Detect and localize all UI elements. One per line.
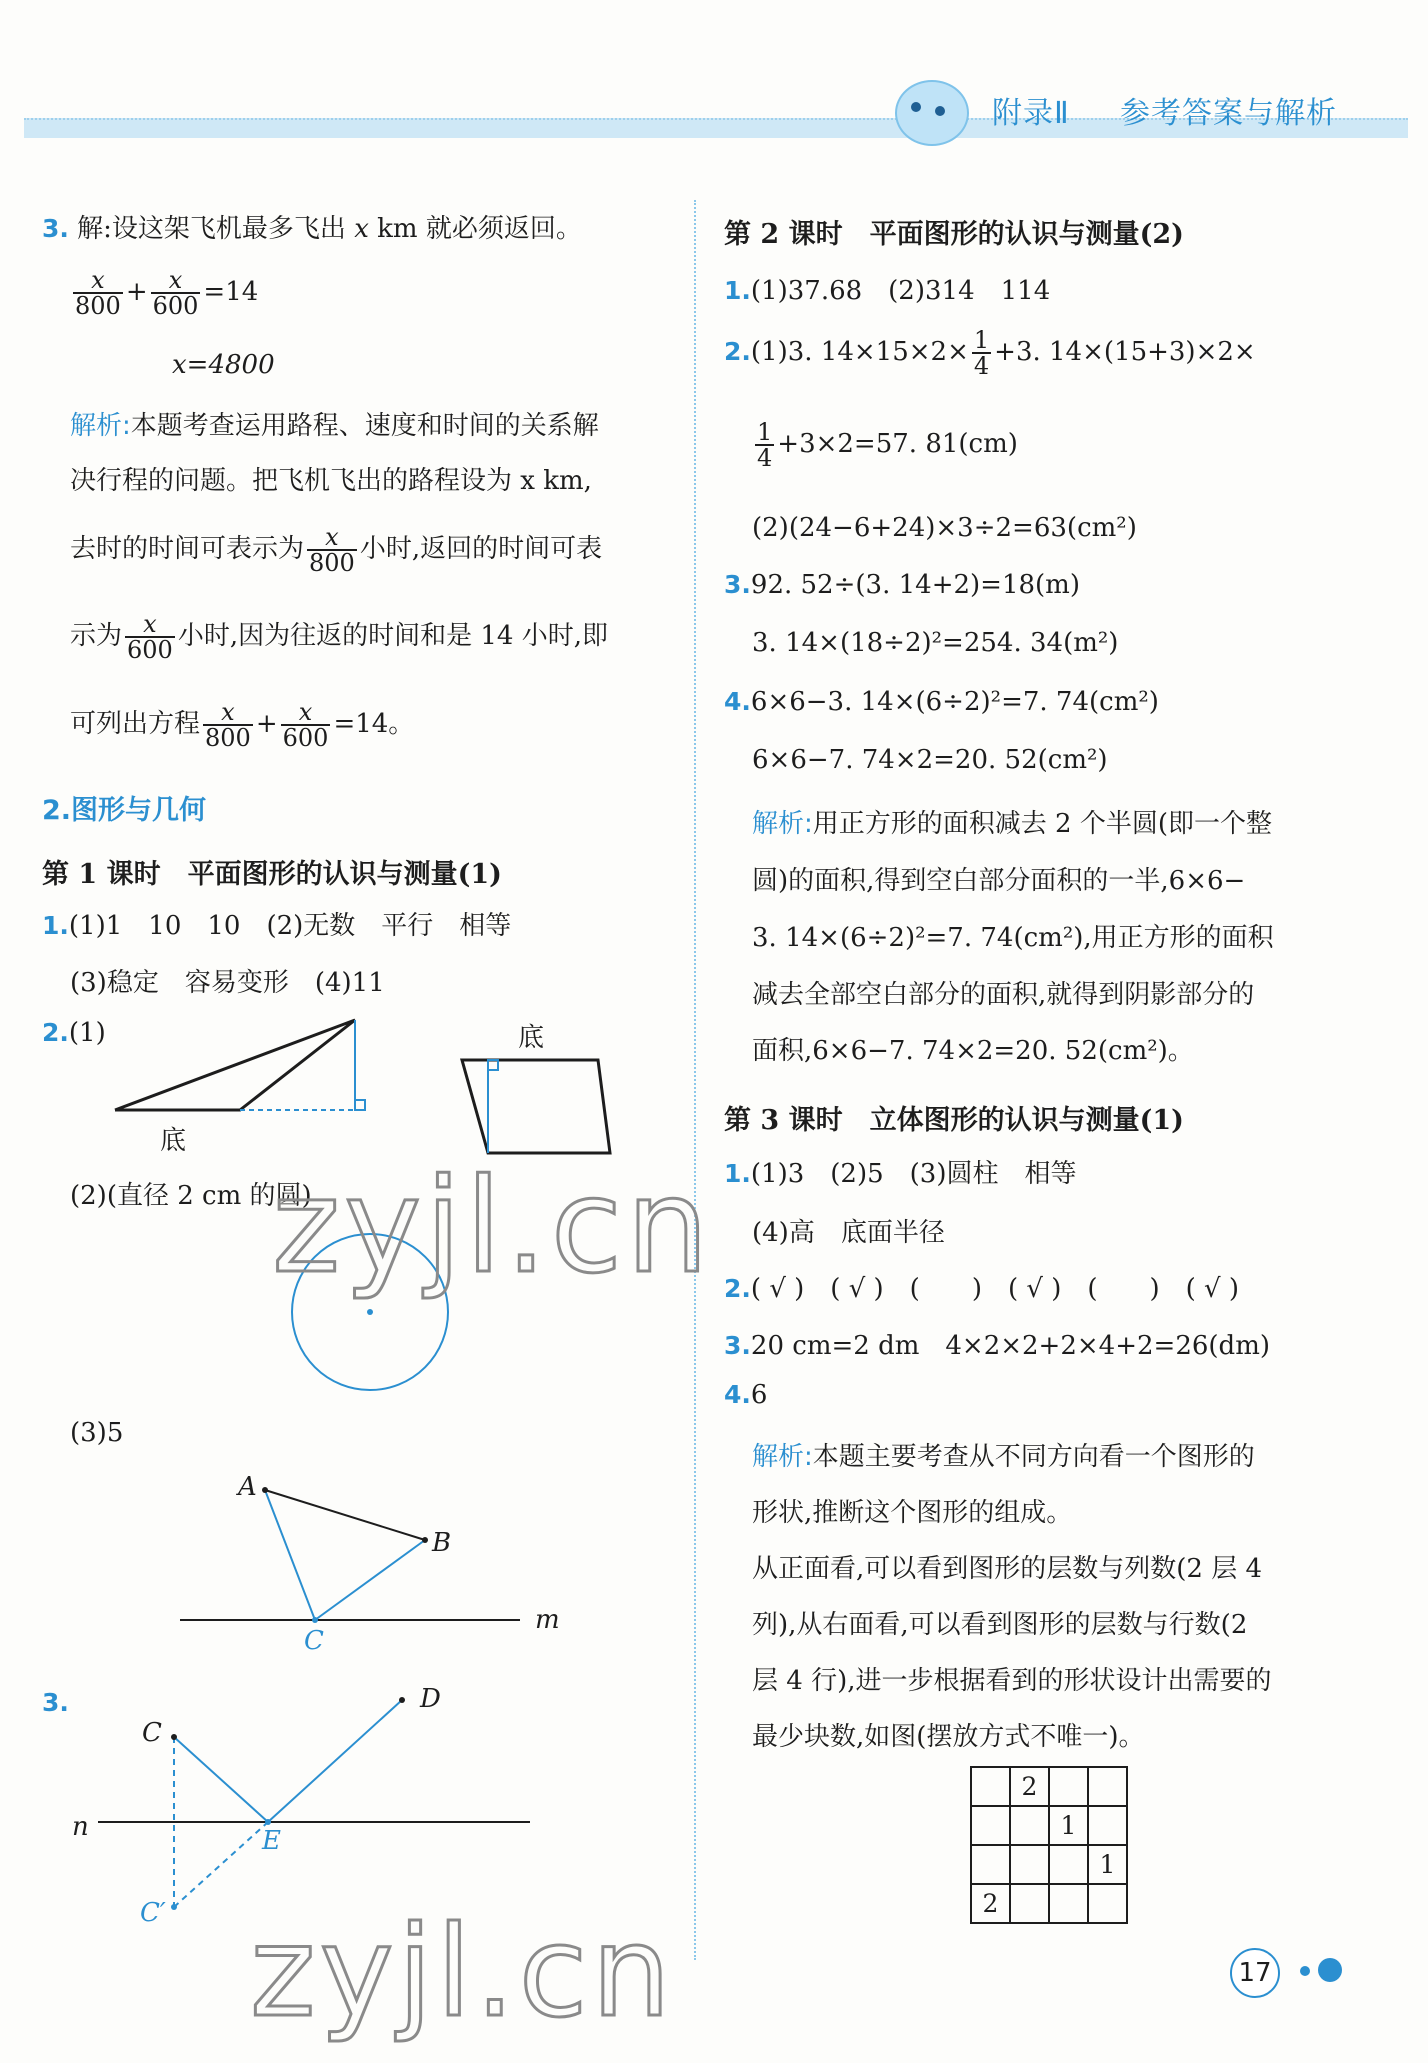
r3-q3-line [724,1325,1270,1362]
triangle-shape [115,1020,355,1110]
r3-q4-analysis-3: 从正面看,可以看到图形的层数与列数(2 层 4 [752,1554,1263,1584]
r-q4-analysis-5: 面积,6×6−7. 74×2=20. 52(cm²)。 [752,1036,1194,1066]
answer-text: (1)1 10 10 (2)无数 平行 相等 [68,911,512,941]
plus-sign: + [255,709,278,739]
answer-text: 6×6−3. 14×(6÷2)²=7. 74(cm²) [750,687,1159,717]
distance-figure [170,1470,570,1650]
answer-text: +3×2=57. 81(cm) [777,429,1018,459]
q3-equation-2: x=4800 [172,350,275,380]
base-label: 底 [160,1126,187,1156]
q3-analysis-5 [70,700,414,750]
frac-num: x [203,700,253,726]
r-q2-line2 [752,420,1018,470]
point-d [399,1697,405,1703]
r-q4-analysis-1 [752,803,1272,840]
column-divider [694,200,696,1960]
l1-q3-number [42,1688,69,1718]
r-q1-line [724,270,1050,307]
question-number: 3. [724,570,751,599]
r3-q4-analysis-1 [752,1436,1255,1473]
question-number: 4. [724,1380,751,1409]
l1-q1-line1 [42,905,511,942]
label-m: m [535,1605,560,1635]
q3-analysis-3 [70,525,602,575]
right-angle-mark [355,1100,365,1110]
label-c-prime: C′ [140,1898,166,1928]
header-section: 附录Ⅱ [992,96,1070,131]
q3-equation-1 [70,268,258,318]
frac-num: x [151,268,201,294]
q3-text: 解:设这架飞机最多飞出 [77,214,346,244]
question-number: 2. [42,1018,69,1047]
frac-den: 800 [205,724,251,752]
grid-cell: 1 [1049,1806,1088,1845]
page-header [0,0,1428,150]
point-c [312,1617,318,1623]
segment-c2e [174,1822,268,1907]
point-e [265,1819,271,1825]
grid-cell [1088,1806,1127,1845]
r3-q4-analysis-6: 最少块数,如图(摆放方式不唯一)。 [752,1722,1145,1752]
analysis-label: 解析: [752,809,813,839]
frac-num: x [73,268,123,294]
label-n: n [72,1812,89,1842]
grid-row [971,1845,1127,1884]
answer-text: 92. 52÷(3. 14+2)=18(m) [750,570,1080,600]
analysis-text: 可列出方程 [70,709,201,739]
header-title: 参考答案与解析 [1120,96,1337,131]
question-number: 2. [724,337,751,366]
watermark: zyjl.cn [272,1150,713,1302]
plus-sign: + [125,277,148,307]
grid-cell [971,1845,1010,1884]
answer-text: (1)3 (2)5 (3)圆柱 相等 [750,1159,1077,1189]
r3-q1-line2: (4)高 底面半径 [752,1218,945,1248]
frac-den: 600 [282,724,329,752]
analysis-text: 示为 [70,621,123,651]
answer-text: (1) [68,1018,106,1048]
frac-num: x [281,700,331,726]
segment-ac [265,1490,315,1620]
q3-var: x [354,214,369,244]
l1-q2-part3: (3)5 [70,1418,124,1448]
r3-q4-analysis-4: 列),从右面看,可以看到图形的层数与行数(2 [752,1610,1248,1640]
decorative-dot-icon [1300,1966,1310,1976]
question-number: 3. [724,1331,751,1360]
grid-cell [1049,1845,1088,1884]
r-q4-analysis-2: 圆)的面积,得到空白部分面积的一半,6×6− [752,866,1246,896]
label-a: A [238,1472,257,1502]
answer-text: 20 cm=2 dm 4×2×2+2×4+2=26(dm) [750,1331,1270,1361]
q3-analysis-2: 决行程的问题。把飞机飞出的路程设为 x km, [70,466,592,496]
r-q4-analysis-4: 减去全部空白部分的面积,就得到阴影部分的 [752,980,1255,1010]
question-number: 1. [724,276,751,305]
mascot-icon [895,80,969,146]
r3-q4-line [724,1380,767,1410]
left-q3-line [42,208,582,245]
analysis-text: 本题主要考查从不同方向看一个图形的 [812,1442,1255,1472]
grid-cell [1088,1884,1127,1923]
q3-analysis-4 [70,612,608,662]
question-number: 4. [724,687,751,716]
label-e: E [262,1826,281,1856]
label-d: D [420,1684,441,1714]
frac-den: 600 [152,292,199,320]
point-c-prime [171,1904,177,1910]
analysis-text: 本题考查运用路程、速度和时间的关系解 [130,411,599,441]
frac-num: x [125,612,175,638]
block-grid [970,1766,1128,1924]
q3-text2: km 就必须返回。 [377,214,582,244]
grid-row [971,1806,1127,1845]
l1-q1-line2: (3)稳定 容易变形 (4)11 [70,968,385,998]
grid-cell [1049,1884,1088,1923]
label-b: B [432,1528,452,1558]
analysis-text: 小时,返回的时间可表 [359,534,603,564]
frac-num: 1 [973,326,990,354]
r3-q1-line1 [724,1153,1076,1190]
r-q2-line1 [724,328,1256,378]
r-q4-line1 [724,687,1159,717]
frac-num: x [307,525,357,551]
r-q2-line3: (2)(24−6+24)×3÷2=63(cm²) [752,513,1137,543]
answer-text: +3. 14×(15+3)×2× [994,337,1256,367]
analysis-text: 小时,因为往返的时间和是 14 小时,即 [177,621,608,651]
label-c: C [142,1718,162,1748]
decorative-dot-icon [1318,1958,1342,1982]
lesson-heading: 第 1 课时 平面图形的认识与测量(1) [42,859,502,890]
frac-den: 600 [127,636,173,664]
grid-cell [1010,1845,1049,1884]
grid-cell [1010,1806,1049,1845]
segment-ab [265,1490,425,1540]
analysis-text: 去时的时间可表示为 [70,534,305,564]
segment-ce [174,1737,268,1822]
l1-q2-part2: (2)(直径 2 cm 的圆) [70,1181,312,1211]
frac-den: 4 [973,352,990,380]
answer-text: ( √ ) ( √ ) ( ) ( √ ) ( ) ( √ ) [750,1274,1240,1304]
analysis-text: 用正方形的面积减去 2 个半圆(即一个整 [812,809,1272,839]
grid-cell [971,1767,1010,1806]
label-c: C [304,1626,324,1656]
grid-cell: 2 [971,1884,1010,1923]
lesson-heading: 第 2 课时 平面图形的认识与测量(2) [724,219,1184,250]
eq-rest: =14 [203,277,259,307]
frac-den: 800 [75,292,121,320]
circle-center [367,1309,373,1315]
question-number: 3. [42,1688,69,1717]
question-number: 1. [724,1159,751,1188]
grid-cell [971,1806,1010,1845]
frac-den: 800 [309,549,355,577]
point-a [262,1487,268,1493]
lesson-heading: 第 3 课时 立体图形的认识与测量(1) [724,1105,1184,1136]
q3-analysis-1 [70,405,599,442]
analysis-label: 解析: [752,1442,813,1472]
frac-den: 4 [757,444,773,472]
answer-text: (1)3. 14×15×2× [750,337,969,367]
frac-num: 1 [757,418,773,446]
grid-cell: 2 [1010,1767,1049,1806]
answer-text: (1)37.68 (2)314 114 [750,276,1051,306]
grid-row [971,1884,1127,1923]
watermark: zyjl.cn [250,1900,675,2045]
r3-q4-analysis-5: 层 4 行),进一步根据看到的形状设计出需要的 [752,1666,1272,1696]
page-number: 17 [1230,1948,1280,1998]
r-q3-line2: 3. 14×(18÷2)²=254. 34(m²) [752,628,1119,658]
grid-cell [1088,1767,1127,1806]
segment-ed [268,1700,402,1822]
r3-q4-analysis-2: 形状,推断这个图形的组成。 [752,1498,1073,1528]
question-number: 3. [42,214,69,243]
grid-cell: 1 [1088,1845,1127,1884]
l1-q2-line1 [42,1018,106,1048]
base-label: 底 [518,1023,545,1053]
point-b [422,1537,428,1543]
segment-bc [315,1540,425,1620]
r3-q2-line [724,1268,1239,1305]
analysis-label: 解析: [70,411,131,441]
analysis-text: =14。 [333,709,415,739]
question-number: 2. [724,1274,751,1303]
parallelogram-shape [462,1060,610,1153]
section-heading: 2.图形与几何 [42,795,207,826]
answer-text: 6 [750,1380,768,1410]
grid-cell [1010,1884,1049,1923]
r-q4-analysis-3: 3. 14×(6÷2)²=7. 74(cm²),用正方形的面积 [752,923,1274,953]
grid-row [971,1767,1127,1806]
grid-cell [1049,1767,1088,1806]
r-q3-line1 [724,570,1080,600]
r-q4-line2: 6×6−7. 74×2=20. 52(cm²) [752,745,1108,775]
point-c [171,1734,177,1740]
question-number: 1. [42,911,69,940]
